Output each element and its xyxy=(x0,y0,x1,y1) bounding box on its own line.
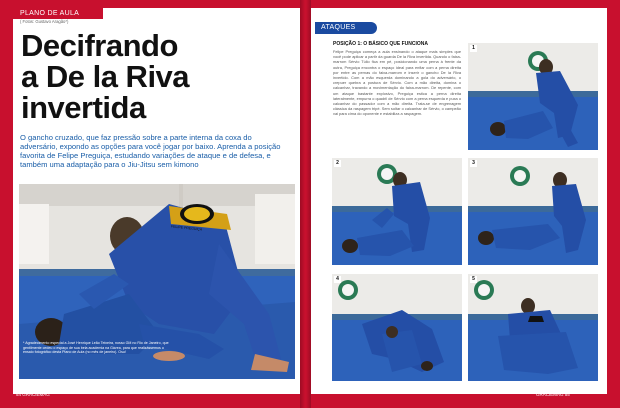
step-photo-5 xyxy=(468,274,598,381)
photo-caption: * Agradecimento especial a José Henrique Leão Teixeira, nosso GM no Rio de Janeiro, que gentilmente cedeu o espaço de sua bela academia na Gávea, para que realizássemos o ensaio fotográfico desta Plano de Aula (no mês de janeiro). Osu! xyxy=(23,341,169,355)
position-subhead: POSIÇÃO 1: O BÁSICO QUE FUNCIONA xyxy=(333,41,429,47)
ataques-label: ATAQUES xyxy=(321,24,356,31)
title-line: invertida xyxy=(21,90,146,125)
photo-credit: ( Fotos: Gustavo Aragão*) xyxy=(20,19,69,24)
step-photo-1 xyxy=(468,43,598,150)
article-title xyxy=(21,30,297,123)
belt-patch-text: FELIPE PREGUIÇA xyxy=(170,224,203,232)
step-number: 2 xyxy=(334,160,341,167)
step-number: 3 xyxy=(470,160,477,167)
page-number-left: 54 GRACIEMAG xyxy=(16,392,50,397)
section-label: PLANO DE AULA xyxy=(20,10,80,17)
step-number: 1 xyxy=(470,45,477,52)
lead-paragraph: O gancho cruzado, que faz pressão sobre a parte interna da coxa do adversário, expondo as opções para você jogar por baixo. Aprenda a posição favorita de Felipe Preguiça, estudando variações de ataque e de defesa, e também uma adaptação para o Jiu-Jitsu sem kimono xyxy=(20,133,281,169)
step-photo-4 xyxy=(332,274,462,381)
step-photo-2 xyxy=(332,158,462,265)
spine xyxy=(300,0,311,408)
right-page xyxy=(311,8,607,394)
left-page xyxy=(13,8,300,394)
title-line: a De la Riva xyxy=(21,59,190,94)
title-line: Decifrando xyxy=(21,28,178,63)
page-number-right: GRACIEMAG 55 xyxy=(536,392,570,397)
body-text: Felipe Preguiça começa a aula ensinando o ataque mais simples que você pode aplicar a partir da guarda De la Riva invertida. Quando o faixa-marrom Sérvio Túlio fica em pé, posicionando uma perna à frente da outra, Preguiça encontra o espaço ideal para enfiar com a perna direita por entre as pernas do faixa-marrom e inserir o gancho De la Riva invertido. Com a mão esquerda dominando a gola do adversário, o crepuer quebra a postura de Sérvio. Com a mão direita, domina o calcanhar, travando a movimentação do faixa-marrom. De repente, com um ataque bastante explosivo, Preguiça estica a perna direita lateralmente, empurra o quadril de Sérvio com a perna esquerda e puxa o calcanhar do passador com a mão direita. Trata-se de engrenagem clássica da raspagem tripé. Sem soltar o calcanhar de Sérvio, o campeão vai para cima do oponente e estabiliza a raspagem. xyxy=(333,49,461,117)
step-number: 4 xyxy=(334,276,341,283)
step-number: 5 xyxy=(470,276,477,283)
step-photo-3 xyxy=(468,158,598,265)
